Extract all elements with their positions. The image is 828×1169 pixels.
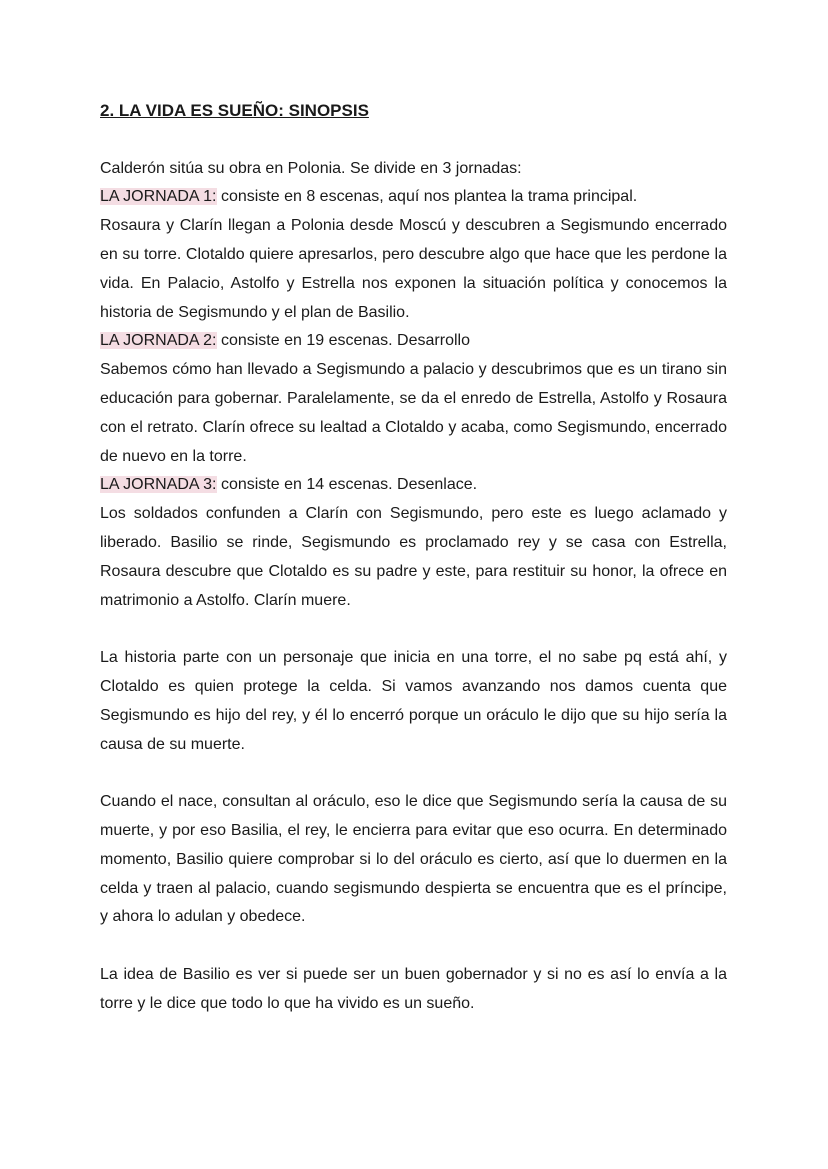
spacer [100, 759, 727, 788]
jornada-2-heading [100, 327, 727, 356]
jornada-3-text: Los soldados confunden a Clarín con Segismundo, pero este es luego aclamado y liberado. Basilio se rinde, Segismundo es proclamado rey y se casa con Estrella, Rosaura descubre que Clotaldo es su padre y este, para restituir su honor, la ofrece en matrimonio a Astolfo. Clarín muere. [100, 505, 727, 609]
spacer [100, 126, 727, 155]
jornada-1-label: LA JORNADA 1: [100, 188, 217, 206]
body-paragraph: Cuando el nace, consultan al oráculo, eso le dice que Segismundo sería la causa de su muerte, y por eso Basilia, el rey, le encierra para evitar que eso ocurra. En determinado momento, Basilio quiere comprobar si lo del oráculo es cierto, así que lo duermen en la celda y traen al palacio, cuando segismundo despierta se encuentra que es el príncipe, y ahora lo adulan y obedece. [100, 793, 727, 926]
intro-paragraph: Calderón sitúa su obra en Polonia. Se divide en 3 jornadas: [100, 159, 522, 177]
jornada-1-summary: consiste en 8 escenas, aquí nos plantea la trama principal. [216, 188, 638, 206]
jornada-2-label: LA JORNADA 2: [100, 332, 217, 350]
jornada-3-summary: consiste en 14 escenas. Desenlace. [216, 476, 478, 494]
jornada-2-text: Sabemos cómo han llevado a Segismundo a palacio y descubrimos que es un tirano sin educación para gobernar. Paralelamente, se da el enredo de Estrella, Astolfo y Rosaura con el retrato. Clarín ofrece su lealtad a Clotaldo y acaba, como Segismundo, encerrado de nuevo en la torre. [100, 361, 727, 465]
body-paragraph: La idea de Basilio es ver si puede ser un buen gobernador y si no es así lo envía a la torre y le dice que todo lo que ha vivido es un sueño. [100, 965, 727, 1012]
document-title: 2. LA VIDA ES SUEÑO: SINOPSIS [100, 101, 369, 120]
jornada-1-text: Rosaura y Clarín llegan a Polonia desde Moscú y descubren a Segismundo encerrado en su torre. Clotaldo quiere apresarlos, pero descubre algo que hace que les perdone la vida. En Palacio, Astolfo y Estrella nos exponen la situación política y conocemos la historia de Segismundo y el plan de Basilio. [100, 217, 727, 321]
jornada-1-heading [100, 183, 727, 212]
jornada-2-summary: consiste en 19 escenas. Desarrollo [216, 332, 470, 350]
jornada-3-label: LA JORNADA 3: [100, 476, 217, 494]
spacer [100, 615, 727, 644]
jornada-3-heading [100, 471, 727, 500]
document-body [100, 97, 727, 1019]
body-paragraph: La historia parte con un personaje que inicia en una torre, el no sabe pq está ahí, y Clotaldo es quien protege la celda. Si vamos avanzando nos damos cuenta que Segismundo es hijo del rey, y él lo encerró porque un oráculo le dijo que su hijo sería la causa de su muerte. [100, 649, 727, 753]
spacer [100, 932, 727, 961]
